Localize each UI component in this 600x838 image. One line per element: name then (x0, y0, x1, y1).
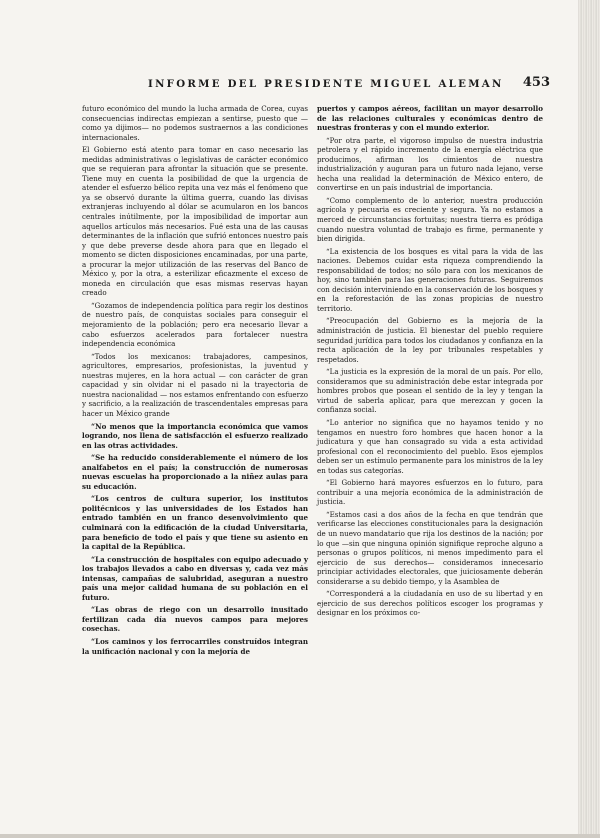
paragraph: “Se ha reducido considerablemente el número de los analfabetos en el país; la construcción de numerosas nuevas escuelas ha proporcionado a la niñez aulas para su educación. (82, 453, 308, 491)
scan-bottom-artifact (0, 834, 600, 838)
paragraph: puertos y campos aéreos, facilitan un mayor desarrollo de las relaciones culturales y económicas dentro de nuestras fronteras y con el mundo exterior. (317, 104, 543, 133)
paragraph: “Los caminos y los ferrocarriles construídos integran la unificación nacional y con la mejoría de (82, 636, 308, 656)
paragraph: “La construcción de hospitales con equipo adecuado y los trabajos llevados a cabo en diversas y, cada vez más intensas, campañas de salubridad, aseguran a nuestro país una mejor calidad humana de su población en el futuro. (82, 554, 308, 602)
right-text-column (317, 104, 543, 618)
paragraph: “No menos que la importancia económica que vamos logrando, nos llena de satisfacción el esfuerzo realizado en las otras actividades. (82, 421, 308, 450)
paragraph: “Corresponderá a la ciudadanía en uso de su libertad y en ejercicio de sus derechos políticos escoger los programas y designar en los próximos co- (317, 589, 543, 618)
paragraph: futuro económico del mundo la lucha armada de Corea, cuyas consecuencias indirectas empiezan a sentirse, puesto que —como ya dijimos— no podemos sustraernos a las condiciones internacionales. (82, 104, 308, 142)
paragraph: “Como complemento de lo anterior, nuestra producción agrícola y pecuaria es creciente y segura. Ya no estamos a merced de circunstancias fortuitas; nuestra tierra es pródiga cuando nuestra voluntad de trabajo es firme, permanente y bien dirigida. (317, 195, 543, 244)
paragraph: “Las obras de riego con un desarrollo inusitado fertilizan cada día nuevos campos para mejores cosechas. (82, 605, 308, 634)
page-number: 453 (522, 75, 550, 90)
paragraph: “Estamos casi a dos años de la fecha en que tendrán que verificarse las elecciones constitucionales para la designación de un nuevo mandatario que rija los destinos de la nación; por lo que —sin que ninguna opinión signifique reproche alguno a personas o grupos políticos, ni menos impedimento para el ejercicio de sus derechos— consideramos innecesario principiar actividades electorales, que juiciosamente deberán considerarse a su debido tiempo, y la Asamblea de (317, 509, 543, 586)
paragraph: El Gobierno está atento para tomar en caso necesario las medidas administrativas o legislativas de carácter económico que se requieran para afrontar la situación que se presente. Tiene muy en cuenta la posibilidad de que la urgencia de atender el esfuerzo bélico repita una vez más el fenómeno que ya se observó durante la última guerra, cuando las divisas extranjeras incluyendo al dólar se acumularon en los bancos centrales inútilmente, por la imposibilidad de importar aun aquellos artículos más necesarios. Fué esta una de las causas determinantes de la inflación que sufrió entonces nuestro país y que debe preverse desde ahora para que en llegado el momento se dicten disposiciones encaminadas, por una parte, a procurar la mejor utilización de las reservas del Banco de México y, por la otra, a esterilizar eficazmente el exceso de moneda en circulación que esas mismas reservas hayan creado (82, 145, 308, 298)
scan-edge-artifact (578, 0, 600, 838)
paragraph: “Los centros de cultura superior, los institutos politécnicos y las universidades de los Estados han entrado también en un franco desenvolvimiento que culminará con la edificación de la ciudad Universitaria, para beneficio de todo el país y que tiene su asiento en la capital de la República. (82, 494, 308, 552)
paragraph: “Gozamos de independencia política para regir los destinos de nuestro país, de conquistas sociales para conseguir el mejoramiento de la población; pero era necesario llevar a cabo esfuerzos acelerados para fortalecer nuestra independencia económica (82, 300, 308, 349)
paragraph: “El Gobierno hará mayores esfuerzos en lo futuro, para contribuir a una mejoría económica de la administración de justicia. (317, 478, 543, 507)
paragraph: “La justicia es la expresión de la moral de un país. Por ello, consideramos que su administración debe estar integrada por hombres probos que posean el sentido de la ley y tengan la virtud de saberla aplicar, para que merezcan y gocen la confianza social. (317, 367, 543, 415)
left-text-column (82, 104, 308, 656)
paragraph: “Lo anterior no significa que no hayamos tenido y no tengamos en nuestro foro hombres que hacen honor a la judicatura y que han consagrado su vida a esta actividad profesional con el reconocimiento del pueblo. Esos ejemplos deben ser un estímulo permanente para los ministros de la ley en todas sus categorías. (317, 417, 543, 475)
running-header (90, 75, 550, 94)
paragraph: “Preocupación del Gobierno es la mejoría de la administración de justicia. El bienestar del pueblo requiere seguridad jurídica para todos los ciudadanos y confianza en la recta aplicación de la ley por tribunales respetables y respetados. (317, 316, 543, 364)
paragraph: “Todos los mexicanos: trabajadores, campesinos, agricultores, empresarios, profesionistas, la juventud y nuestras mujeres, en la hora actual — con carácter de gran capacidad y sin olvidar ni el pasado ni la trayectoria de nuestra nacionalidad — nos estamos enfrentando con esfuerzo y sacrificio, a la realización de trascendentales empresas para hacer un México grande (82, 351, 308, 418)
paragraph: “Por otra parte, el vigoroso impulso de nuestra industria petrolera y el rápido incremento de la energía eléctrica que producimos, afirman los cimientos de nuestra industrialización y auguran para un futuro nada lejano, verse hecha una realidad la determinación de México entero, de convertirse en un país industrial de importancia. (317, 135, 543, 193)
header-title: INFORME DEL PRESIDENTE MIGUEL ALEMAN (148, 78, 504, 90)
paragraph: “La existencia de los bosques es vital para la vida de las naciones. Debemos cuidar esta riqueza comprendiendo la responsabilidad de todos; no sólo para con los mexicanos de hoy, sino también para las generaciones futuras. Seguiremos con decisión interviniendo en la conservación de los bosques y en la reforestación de las zonas propicias de nuestro territorio. (317, 246, 543, 313)
